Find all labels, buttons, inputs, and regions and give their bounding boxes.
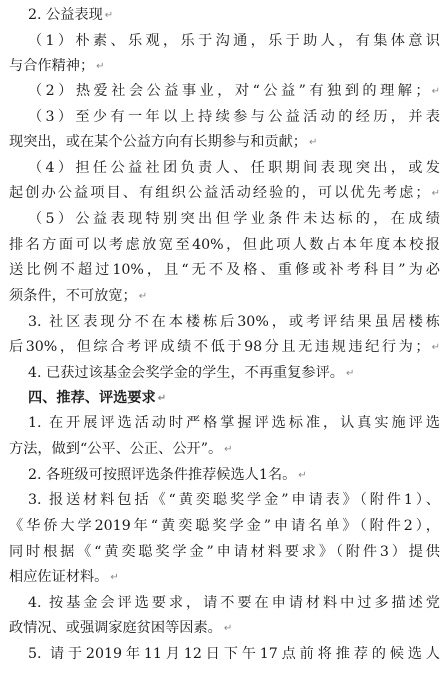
text-line [9,55,440,77]
paragraph-mark-icon: ↵ [138,291,148,302]
paragraph-mark-icon: ↵ [104,10,114,21]
line-text: 3. 社区表现分不在本楼栋后30%，或考评结果虽居楼栋 [28,314,440,330]
line-text: 现突出，或在某个公益方向有长期参与和贡献； [9,134,307,150]
line-text: 排名方面可以考虑放宽至40%，但此项人数占本年度本校报 [9,237,440,253]
text-line [9,336,440,358]
paragraph-mark-icon: ↵ [346,368,355,379]
line-text: 2. 各班级可按照评选条件推荐候选人1名。 [28,467,297,483]
line-text: 政情况、或强调家庭贫困等因素。 [9,620,222,636]
paragraph-mark-icon: ↵ [431,86,440,97]
line-text: 《华侨大学2019年“黄奕聪奖学金”申请名单》（附件2）， [9,518,440,534]
paragraph-mark-icon: ↵ [223,623,233,634]
text-line [28,412,440,434]
line-text: 1. 在开展评选活动时严格掌握评选标准，认真实施评选 [28,415,440,431]
text-line [28,4,440,26]
text-line [28,362,440,384]
text-line [9,131,440,153]
paragraph-mark-icon: ↵ [431,188,440,199]
text-line [28,311,440,333]
text-line [28,489,440,511]
section-heading [28,387,440,409]
text-line [28,157,440,179]
text-line [28,106,440,128]
paragraph-mark-icon: ↵ [96,61,105,72]
text-line [9,617,440,639]
line-text: 3. 报送材料包括《“黄奕聪奖学金”申请表》（附件1）、 [28,492,440,508]
line-text: 2. 公益表现 [28,7,103,23]
text-line [9,285,440,307]
line-text: （5）公益表现特别突出但学业条件未达标的，在成绩 [28,211,440,227]
paragraph-mark-icon: ↵ [431,342,440,353]
line-text: （2）热爱社会公益事业，对“公益”有独到的理解； [28,83,430,99]
text-line [9,541,440,563]
text-line [28,208,440,230]
paragraph-mark-icon: ↵ [298,470,307,481]
text-line [9,259,440,281]
line-text: 5. 请于2019年11月12日下午17点前将推荐的候选人 [28,646,440,662]
text-line [28,464,440,486]
line-text: 相应佐证材料。 [9,569,109,585]
paragraph-mark-icon: ↵ [110,572,119,583]
text-line [9,566,440,588]
line-text: 方法，做到“公平、公正、公开”。 [9,441,223,457]
line-text: 须条件，不可放宽； [9,288,137,304]
line-text: 4. 按基金会评选要求，请不要在申请材料中过多描述党 [28,595,440,611]
text-line [28,30,440,52]
line-text: 后30%，但综合考评成绩不低于98分且无违规违纪行为； [9,339,430,355]
line-text: 四、推荐、评选要求 [28,390,156,406]
line-text: （4）担任公益社团负责人、任职期间表现突出，或发 [28,160,440,176]
text-line [9,515,440,537]
line-text: 送比例不超过10%，且“无不及格、重修或补考科目”为必 [9,262,440,278]
paragraph-mark-icon: ↵ [224,444,233,455]
text-line [9,182,440,204]
line-text: 4. 已获过该基金会奖学金的学生，不再重复参评。 [28,365,344,381]
text-line [9,438,440,460]
text-line [28,80,440,102]
line-text: 起创办公益项目、有组织公益活动经验的，可以优先考虑； [9,185,430,201]
text-line [28,643,440,665]
text-line [9,234,440,256]
line-text: （1）朴素、乐观，乐于沟通，乐于助人，有集体意识 [28,33,440,49]
paragraph-mark-icon: ↵ [308,137,318,148]
line-text: 同时根据《“黄奕聪奖学金”申请材料要求》（附件3）提供 [9,544,440,560]
text-line [28,592,440,614]
line-text: 与合作精神； [9,58,95,74]
paragraph-mark-icon: ↵ [157,393,167,404]
line-text: （3）至少有一年以上持续参与公益活动的经历，并表 [28,109,440,125]
